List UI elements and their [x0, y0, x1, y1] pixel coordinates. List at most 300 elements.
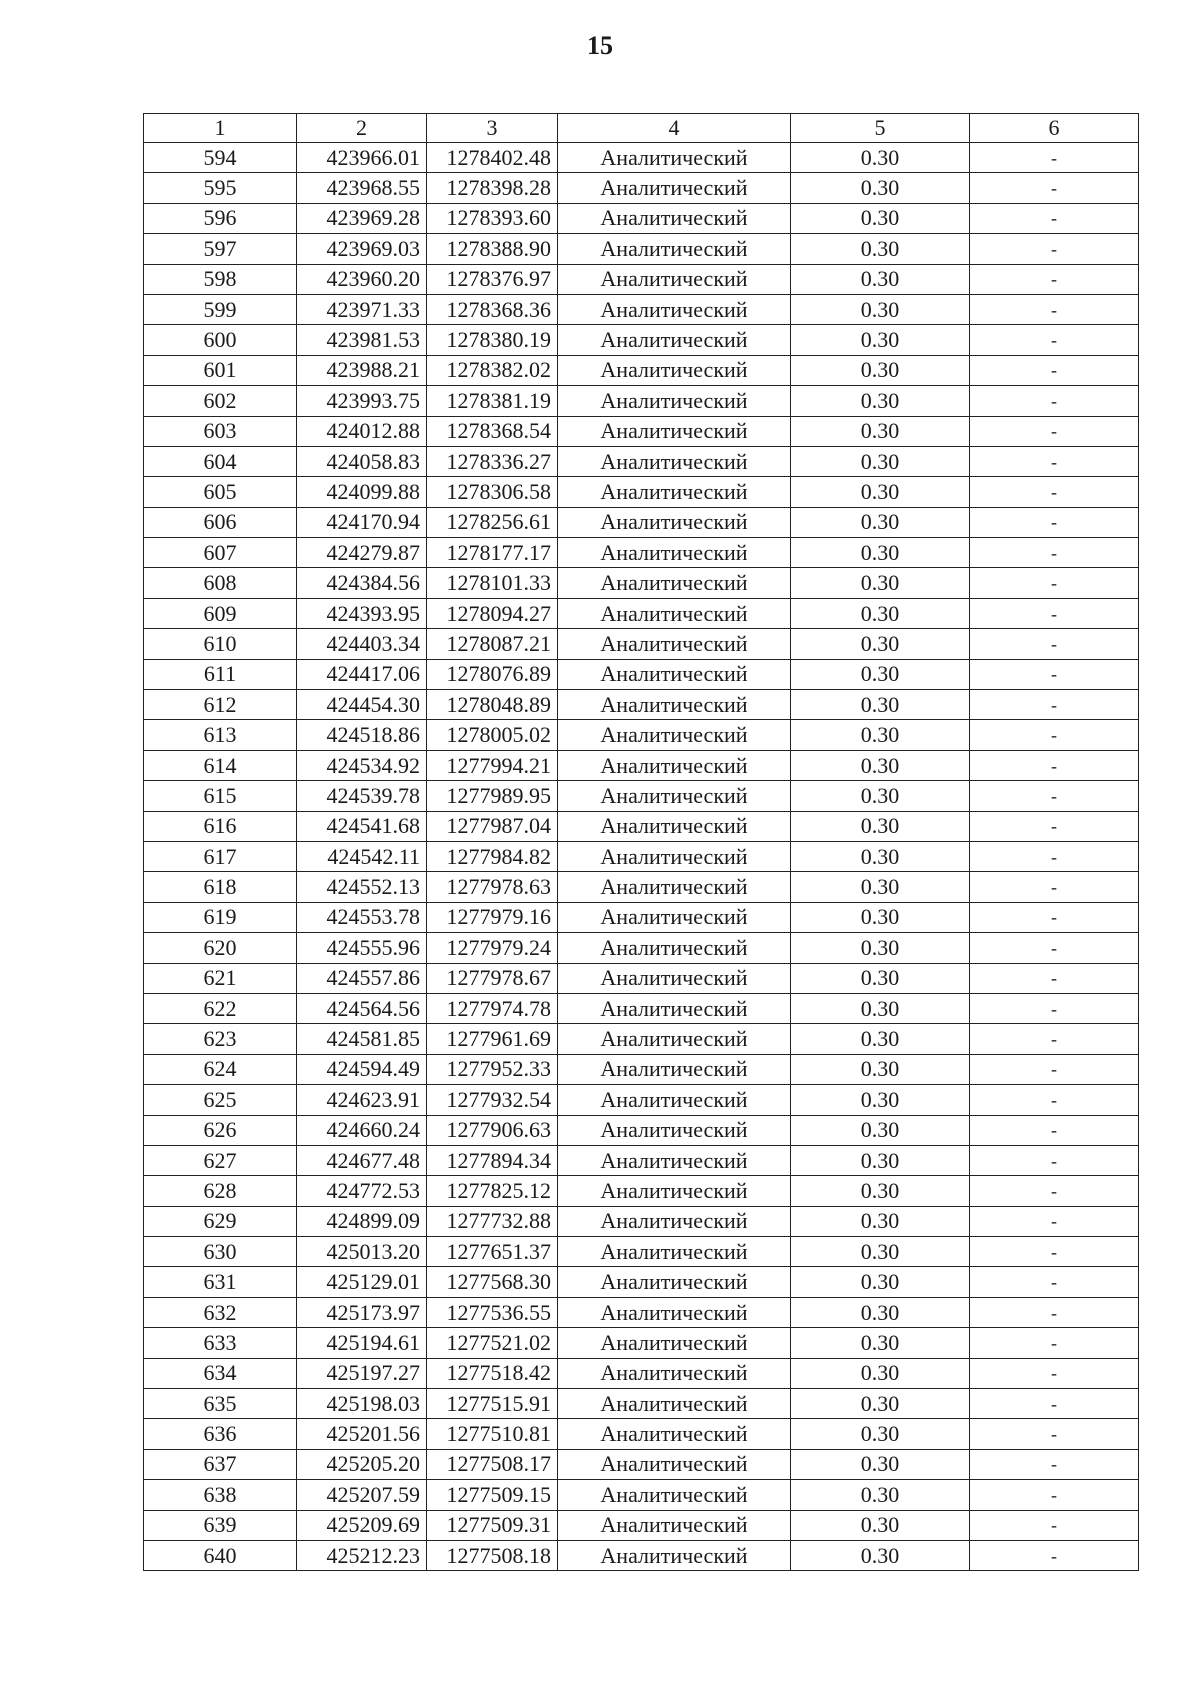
y-coordinate-cell: 1278393.60	[427, 203, 558, 233]
method-cell: Аналитический	[558, 507, 791, 537]
method-cell: Аналитический	[558, 477, 791, 507]
accuracy-cell: 0.30	[791, 1510, 970, 1540]
table-row	[144, 1389, 1139, 1419]
y-coordinate-cell: 1277515.91	[427, 1389, 558, 1419]
accuracy-cell: 0.30	[791, 720, 970, 750]
accuracy-cell: 0.30	[791, 234, 970, 264]
accuracy-cell: 0.30	[791, 538, 970, 568]
method-cell: Аналитический	[558, 355, 791, 385]
table-row	[144, 1358, 1139, 1388]
note-cell: -	[970, 993, 1139, 1023]
point-number-cell: 604	[144, 446, 297, 476]
point-number-cell: 640	[144, 1540, 297, 1570]
table-row	[144, 1054, 1139, 1084]
y-coordinate-cell: 1278256.61	[427, 507, 558, 537]
accuracy-cell: 0.30	[791, 750, 970, 780]
y-coordinate-cell: 1277508.18	[427, 1540, 558, 1570]
table-row	[144, 355, 1139, 385]
x-coordinate-cell: 424279.87	[297, 538, 427, 568]
y-coordinate-cell: 1277989.95	[427, 781, 558, 811]
accuracy-cell: 0.30	[791, 659, 970, 689]
table-row	[144, 1419, 1139, 1449]
y-coordinate-cell: 1278094.27	[427, 598, 558, 628]
y-coordinate-cell: 1278336.27	[427, 446, 558, 476]
point-number-cell: 631	[144, 1267, 297, 1297]
x-coordinate-cell: 424564.56	[297, 993, 427, 1023]
table-row	[144, 173, 1139, 203]
method-cell: Аналитический	[558, 933, 791, 963]
x-coordinate-cell: 424553.78	[297, 902, 427, 932]
x-coordinate-cell: 424552.13	[297, 872, 427, 902]
x-coordinate-cell: 424772.53	[297, 1176, 427, 1206]
note-cell: -	[970, 1115, 1139, 1145]
header-cell-2: 2	[297, 114, 427, 143]
accuracy-cell: 0.30	[791, 841, 970, 871]
x-coordinate-cell: 424899.09	[297, 1206, 427, 1236]
accuracy-cell: 0.30	[791, 203, 970, 233]
method-cell: Аналитический	[558, 1358, 791, 1388]
note-cell: -	[970, 143, 1139, 173]
y-coordinate-cell: 1277961.69	[427, 1024, 558, 1054]
x-coordinate-cell: 425129.01	[297, 1267, 427, 1297]
x-coordinate-cell: 425197.27	[297, 1358, 427, 1388]
accuracy-cell: 0.30	[791, 173, 970, 203]
y-coordinate-cell: 1277521.02	[427, 1328, 558, 1358]
accuracy-cell: 0.30	[791, 872, 970, 902]
x-coordinate-cell: 424539.78	[297, 781, 427, 811]
point-number-cell: 634	[144, 1358, 297, 1388]
x-coordinate-cell: 424403.34	[297, 629, 427, 659]
note-cell: -	[970, 507, 1139, 537]
accuracy-cell: 0.30	[791, 963, 970, 993]
y-coordinate-cell: 1278376.97	[427, 264, 558, 294]
table-row	[144, 568, 1139, 598]
table-row	[144, 1267, 1139, 1297]
point-number-cell: 601	[144, 355, 297, 385]
method-cell: Аналитический	[558, 1510, 791, 1540]
point-number-cell: 630	[144, 1237, 297, 1267]
note-cell: -	[970, 1024, 1139, 1054]
method-cell: Аналитический	[558, 173, 791, 203]
table-row	[144, 416, 1139, 446]
x-coordinate-cell: 423981.53	[297, 325, 427, 355]
y-coordinate-cell: 1277987.04	[427, 811, 558, 841]
accuracy-cell: 0.30	[791, 1297, 970, 1327]
accuracy-cell: 0.30	[791, 1328, 970, 1358]
accuracy-cell: 0.30	[791, 993, 970, 1023]
point-number-cell: 627	[144, 1145, 297, 1175]
y-coordinate-cell: 1278306.58	[427, 477, 558, 507]
method-cell: Аналитический	[558, 446, 791, 476]
accuracy-cell: 0.30	[791, 1267, 970, 1297]
method-cell: Аналитический	[558, 1389, 791, 1419]
method-cell: Аналитический	[558, 1297, 791, 1327]
y-coordinate-cell: 1277509.15	[427, 1480, 558, 1510]
table-row	[144, 902, 1139, 932]
method-cell: Аналитический	[558, 416, 791, 446]
table-row	[144, 143, 1139, 173]
accuracy-cell: 0.30	[791, 1419, 970, 1449]
point-number-cell: 633	[144, 1328, 297, 1358]
y-coordinate-cell: 1277509.31	[427, 1510, 558, 1540]
x-coordinate-cell: 423960.20	[297, 264, 427, 294]
y-coordinate-cell: 1277984.82	[427, 841, 558, 871]
point-number-cell: 609	[144, 598, 297, 628]
y-coordinate-cell: 1277978.63	[427, 872, 558, 902]
method-cell: Аналитический	[558, 720, 791, 750]
header-cell-1: 1	[144, 114, 297, 143]
point-number-cell: 623	[144, 1024, 297, 1054]
method-cell: Аналитический	[558, 781, 791, 811]
accuracy-cell: 0.30	[791, 690, 970, 720]
note-cell: -	[970, 538, 1139, 568]
x-coordinate-cell: 425194.61	[297, 1328, 427, 1358]
method-cell: Аналитический	[558, 1115, 791, 1145]
point-number-cell: 612	[144, 690, 297, 720]
point-number-cell: 599	[144, 294, 297, 324]
point-number-cell: 626	[144, 1115, 297, 1145]
y-coordinate-cell: 1278381.19	[427, 386, 558, 416]
note-cell: -	[970, 750, 1139, 780]
table-row	[144, 1176, 1139, 1206]
x-coordinate-cell: 424384.56	[297, 568, 427, 598]
point-number-cell: 602	[144, 386, 297, 416]
point-number-cell: 600	[144, 325, 297, 355]
method-cell: Аналитический	[558, 1085, 791, 1115]
table-row	[144, 234, 1139, 264]
note-cell: -	[970, 234, 1139, 264]
point-number-cell: 619	[144, 902, 297, 932]
method-cell: Аналитический	[558, 1206, 791, 1236]
note-cell: -	[970, 446, 1139, 476]
method-cell: Аналитический	[558, 1024, 791, 1054]
y-coordinate-cell: 1278398.28	[427, 173, 558, 203]
note-cell: -	[970, 872, 1139, 902]
point-number-cell: 598	[144, 264, 297, 294]
accuracy-cell: 0.30	[791, 1054, 970, 1084]
y-coordinate-cell: 1278388.90	[427, 234, 558, 264]
method-cell: Аналитический	[558, 841, 791, 871]
y-coordinate-cell: 1277508.17	[427, 1449, 558, 1479]
method-cell: Аналитический	[558, 811, 791, 841]
table-row	[144, 811, 1139, 841]
accuracy-cell: 0.30	[791, 264, 970, 294]
table-row	[144, 629, 1139, 659]
accuracy-cell: 0.30	[791, 1145, 970, 1175]
accuracy-cell: 0.30	[791, 143, 970, 173]
table-row	[144, 1085, 1139, 1115]
point-number-cell: 621	[144, 963, 297, 993]
note-cell: -	[970, 933, 1139, 963]
header-cell-3: 3	[427, 114, 558, 143]
point-number-cell: 618	[144, 872, 297, 902]
accuracy-cell: 0.30	[791, 294, 970, 324]
x-coordinate-cell: 425205.20	[297, 1449, 427, 1479]
table-row	[144, 690, 1139, 720]
x-coordinate-cell: 425013.20	[297, 1237, 427, 1267]
y-coordinate-cell: 1278382.02	[427, 355, 558, 385]
point-number-cell: 625	[144, 1085, 297, 1115]
table-row	[144, 1540, 1139, 1570]
note-cell: -	[970, 690, 1139, 720]
accuracy-cell: 0.30	[791, 1480, 970, 1510]
header-cell-6: 6	[970, 114, 1139, 143]
method-cell: Аналитический	[558, 234, 791, 264]
note-cell: -	[970, 1054, 1139, 1084]
accuracy-cell: 0.30	[791, 386, 970, 416]
note-cell: -	[970, 811, 1139, 841]
table-row	[144, 386, 1139, 416]
accuracy-cell: 0.30	[791, 355, 970, 385]
point-number-cell: 639	[144, 1510, 297, 1540]
point-number-cell: 620	[144, 933, 297, 963]
note-cell: -	[970, 629, 1139, 659]
method-cell: Аналитический	[558, 1176, 791, 1206]
note-cell: -	[970, 1510, 1139, 1540]
y-coordinate-cell: 1277979.16	[427, 902, 558, 932]
note-cell: -	[970, 1297, 1139, 1327]
note-cell: -	[970, 781, 1139, 811]
point-number-cell: 603	[144, 416, 297, 446]
point-number-cell: 607	[144, 538, 297, 568]
table-row	[144, 1328, 1139, 1358]
method-cell: Аналитический	[558, 203, 791, 233]
accuracy-cell: 0.30	[791, 446, 970, 476]
note-cell: -	[970, 598, 1139, 628]
x-coordinate-cell: 425201.56	[297, 1419, 427, 1449]
note-cell: -	[970, 294, 1139, 324]
y-coordinate-cell: 1278087.21	[427, 629, 558, 659]
header-row	[144, 114, 1139, 143]
note-cell: -	[970, 1145, 1139, 1175]
point-number-cell: 629	[144, 1206, 297, 1236]
y-coordinate-cell: 1277651.37	[427, 1237, 558, 1267]
point-number-cell: 638	[144, 1480, 297, 1510]
coordinates-table	[143, 113, 1139, 1571]
method-cell: Аналитический	[558, 902, 791, 932]
accuracy-cell: 0.30	[791, 629, 970, 659]
note-cell: -	[970, 1389, 1139, 1419]
method-cell: Аналитический	[558, 690, 791, 720]
y-coordinate-cell: 1278005.02	[427, 720, 558, 750]
table-row	[144, 264, 1139, 294]
point-number-cell: 624	[144, 1054, 297, 1084]
method-cell: Аналитический	[558, 568, 791, 598]
accuracy-cell: 0.30	[791, 416, 970, 446]
method-cell: Аналитический	[558, 325, 791, 355]
method-cell: Аналитический	[558, 659, 791, 689]
y-coordinate-cell: 1277825.12	[427, 1176, 558, 1206]
note-cell: -	[970, 841, 1139, 871]
table-row	[144, 446, 1139, 476]
x-coordinate-cell: 424594.49	[297, 1054, 427, 1084]
table-row	[144, 781, 1139, 811]
x-coordinate-cell: 424542.11	[297, 841, 427, 871]
accuracy-cell: 0.30	[791, 568, 970, 598]
note-cell: -	[970, 568, 1139, 598]
x-coordinate-cell: 424518.86	[297, 720, 427, 750]
table-row	[144, 477, 1139, 507]
note-cell: -	[970, 173, 1139, 203]
y-coordinate-cell: 1277974.78	[427, 993, 558, 1023]
x-coordinate-cell: 424534.92	[297, 750, 427, 780]
point-number-cell: 596	[144, 203, 297, 233]
point-number-cell: 606	[144, 507, 297, 537]
accuracy-cell: 0.30	[791, 933, 970, 963]
accuracy-cell: 0.30	[791, 1176, 970, 1206]
y-coordinate-cell: 1277994.21	[427, 750, 558, 780]
point-number-cell: 632	[144, 1297, 297, 1327]
accuracy-cell: 0.30	[791, 598, 970, 628]
note-cell: -	[970, 264, 1139, 294]
point-number-cell: 635	[144, 1389, 297, 1419]
y-coordinate-cell: 1278076.89	[427, 659, 558, 689]
table-row	[144, 203, 1139, 233]
note-cell: -	[970, 1328, 1139, 1358]
point-number-cell: 628	[144, 1176, 297, 1206]
note-cell: -	[970, 1358, 1139, 1388]
note-cell: -	[970, 720, 1139, 750]
method-cell: Аналитический	[558, 294, 791, 324]
point-number-cell: 614	[144, 750, 297, 780]
x-coordinate-cell: 424393.95	[297, 598, 427, 628]
y-coordinate-cell: 1277518.42	[427, 1358, 558, 1388]
x-coordinate-cell: 424170.94	[297, 507, 427, 537]
x-coordinate-cell: 424660.24	[297, 1115, 427, 1145]
table-body	[144, 143, 1139, 1571]
point-number-cell: 636	[144, 1419, 297, 1449]
method-cell: Аналитический	[558, 1054, 791, 1084]
point-number-cell: 605	[144, 477, 297, 507]
header-cell-5: 5	[791, 114, 970, 143]
table-row	[144, 1449, 1139, 1479]
method-cell: Аналитический	[558, 264, 791, 294]
accuracy-cell: 0.30	[791, 1358, 970, 1388]
x-coordinate-cell: 423988.21	[297, 355, 427, 385]
accuracy-cell: 0.30	[791, 1449, 970, 1479]
accuracy-cell: 0.30	[791, 1237, 970, 1267]
x-coordinate-cell: 424555.96	[297, 933, 427, 963]
y-coordinate-cell: 1277536.55	[427, 1297, 558, 1327]
table-row	[144, 1480, 1139, 1510]
method-cell: Аналитический	[558, 538, 791, 568]
table-row	[144, 325, 1139, 355]
table-row	[144, 841, 1139, 871]
x-coordinate-cell: 424557.86	[297, 963, 427, 993]
method-cell: Аналитический	[558, 1145, 791, 1175]
y-coordinate-cell: 1277978.67	[427, 963, 558, 993]
table-row	[144, 598, 1139, 628]
note-cell: -	[970, 1449, 1139, 1479]
method-cell: Аналитический	[558, 1449, 791, 1479]
accuracy-cell: 0.30	[791, 902, 970, 932]
note-cell: -	[970, 963, 1139, 993]
point-number-cell: 608	[144, 568, 297, 598]
method-cell: Аналитический	[558, 1540, 791, 1570]
header-cell-4: 4	[558, 114, 791, 143]
method-cell: Аналитический	[558, 629, 791, 659]
table-row	[144, 294, 1139, 324]
note-cell: -	[970, 1540, 1139, 1570]
note-cell: -	[970, 1480, 1139, 1510]
point-number-cell: 622	[144, 993, 297, 1023]
method-cell: Аналитический	[558, 993, 791, 1023]
y-coordinate-cell: 1278368.36	[427, 294, 558, 324]
accuracy-cell: 0.30	[791, 1024, 970, 1054]
x-coordinate-cell: 423968.55	[297, 173, 427, 203]
y-coordinate-cell: 1277894.34	[427, 1145, 558, 1175]
method-cell: Аналитический	[558, 143, 791, 173]
note-cell: -	[970, 203, 1139, 233]
x-coordinate-cell: 425173.97	[297, 1297, 427, 1327]
point-number-cell: 613	[144, 720, 297, 750]
method-cell: Аналитический	[558, 1480, 791, 1510]
method-cell: Аналитический	[558, 1237, 791, 1267]
method-cell: Аналитический	[558, 386, 791, 416]
table-row	[144, 1237, 1139, 1267]
point-number-cell: 595	[144, 173, 297, 203]
point-number-cell: 597	[144, 234, 297, 264]
page-number: 15	[587, 31, 613, 60]
note-cell: -	[970, 1419, 1139, 1449]
y-coordinate-cell: 1277952.33	[427, 1054, 558, 1084]
method-cell: Аналитический	[558, 872, 791, 902]
table-row	[144, 872, 1139, 902]
table-row	[144, 1115, 1139, 1145]
x-coordinate-cell: 424677.48	[297, 1145, 427, 1175]
note-cell: -	[970, 1085, 1139, 1115]
x-coordinate-cell: 423966.01	[297, 143, 427, 173]
x-coordinate-cell: 424454.30	[297, 690, 427, 720]
point-number-cell: 611	[144, 659, 297, 689]
x-coordinate-cell: 423971.33	[297, 294, 427, 324]
y-coordinate-cell: 1278101.33	[427, 568, 558, 598]
x-coordinate-cell: 423969.28	[297, 203, 427, 233]
method-cell: Аналитический	[558, 1419, 791, 1449]
table-row	[144, 1297, 1139, 1327]
accuracy-cell: 0.30	[791, 781, 970, 811]
y-coordinate-cell: 1277906.63	[427, 1115, 558, 1145]
x-coordinate-cell: 423969.03	[297, 234, 427, 264]
y-coordinate-cell: 1278368.54	[427, 416, 558, 446]
point-number-cell: 610	[144, 629, 297, 659]
x-coordinate-cell: 425212.23	[297, 1540, 427, 1570]
table-row	[144, 1206, 1139, 1236]
y-coordinate-cell: 1277732.88	[427, 1206, 558, 1236]
note-cell: -	[970, 1267, 1139, 1297]
method-cell: Аналитический	[558, 1328, 791, 1358]
y-coordinate-cell: 1277510.81	[427, 1419, 558, 1449]
accuracy-cell: 0.30	[791, 1206, 970, 1236]
note-cell: -	[970, 1206, 1139, 1236]
note-cell: -	[970, 416, 1139, 446]
table-row	[144, 963, 1139, 993]
note-cell: -	[970, 477, 1139, 507]
x-coordinate-cell: 424417.06	[297, 659, 427, 689]
x-coordinate-cell: 424623.91	[297, 1085, 427, 1115]
y-coordinate-cell: 1277932.54	[427, 1085, 558, 1115]
accuracy-cell: 0.30	[791, 477, 970, 507]
table-row	[144, 538, 1139, 568]
note-cell: -	[970, 325, 1139, 355]
x-coordinate-cell: 424058.83	[297, 446, 427, 476]
x-coordinate-cell: 424099.88	[297, 477, 427, 507]
note-cell: -	[970, 659, 1139, 689]
point-number-cell: 617	[144, 841, 297, 871]
point-number-cell: 615	[144, 781, 297, 811]
table-row	[144, 993, 1139, 1023]
note-cell: -	[970, 902, 1139, 932]
